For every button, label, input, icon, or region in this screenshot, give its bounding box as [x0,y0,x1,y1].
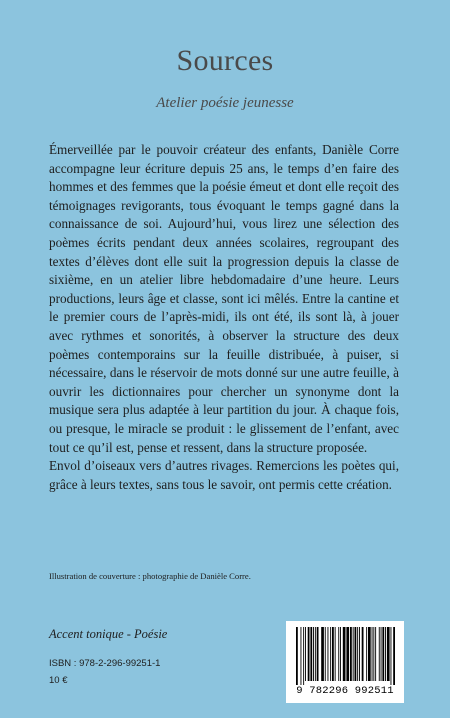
barcode [286,621,404,703]
barcode-bars [294,627,396,685]
book-subtitle: Atelier poésie jeunesse [156,95,294,111]
illustration-credit: Illustration de couverture : photographie de Danièle Corre. [49,571,251,581]
barcode-number: 9 782296 992511 [296,685,394,697]
blurb-paragraph-2: Envol d’oiseaux vers d’autres rivages. Remercions les poètes qui, grâce à leurs textes, sans tous le savoir, ont permis cette création. [49,458,399,492]
blurb-paragraph-1: Émerveillée par le pouvoir créateur des enfants, Danièle Corre accompagne leur écriture depuis 25 ans, le temps d’en faire des hommes et des femmes que la poésie émeut et dont elle reçoit des témoignages revigorants, tous évoquant le temps gagné dans la connaissance de soi. Aujourd’hui, vous lirez une sélection des poèmes écrits pendant deux années scolaires, regroupant des textes d’élèves dont elle suit la progression depuis la classe de sixième, en un atelier libre hebdomadaire d’une heure. Leurs productions, leurs âge et classe, sont ici mêlés. Entre la cantine et le premier cours de l’après-midi, ils ont été, ils sont là, à jouer avec rythmes et sonorités, à observer la structure des deux poèmes contemporains sur la feuille distribuée, à puiser, si nécessaire, dans le réservoir de mots donné sur une autre feuille, à ouvrir les dictionnaires pour chercher un synonyme dont la musique sera plus adaptée à leur partition du jour. À chaque fois, ou presque, le miracle se produit : le glissement de l’enfant, avec tout ce qu’il est, pense et ressent, dans la structure proposée. [49,142,399,455]
book-title: Sources [176,44,274,77]
isbn: ISBN : 978-2-296-99251-1 [49,658,161,669]
blurb [49,141,399,494]
collection-name: Accent tonique - Poésie [49,627,168,641]
price: 10 € [49,675,68,686]
